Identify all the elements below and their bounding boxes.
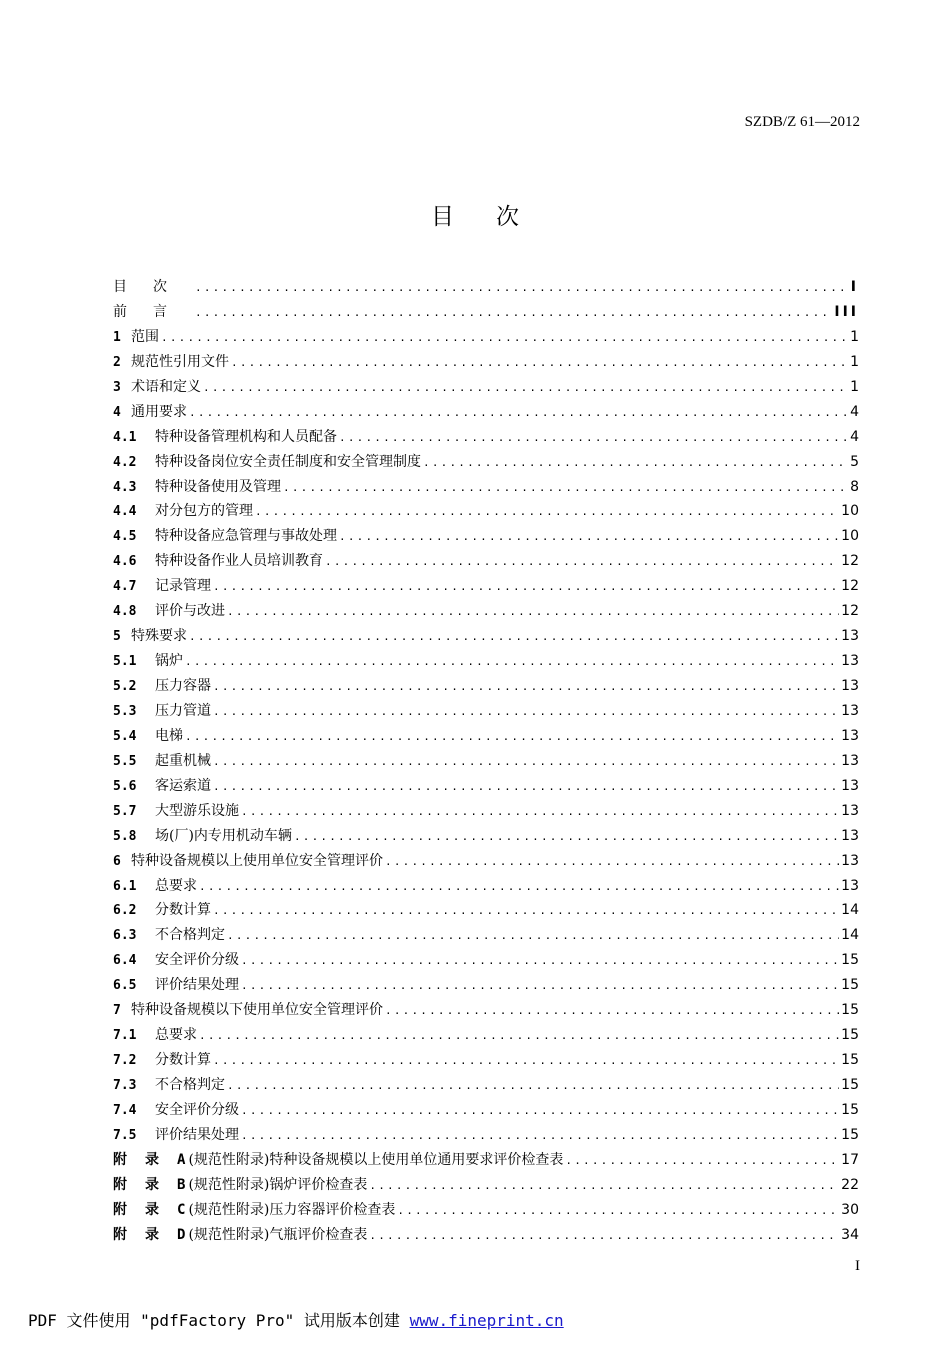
- toc-section-number: 7.5: [113, 1127, 137, 1143]
- toc-entry[interactable]: [113, 923, 859, 948]
- toc-dot-leader: [241, 1124, 839, 1148]
- toc-appendix-label: 附录: [113, 1201, 177, 1218]
- toc-entry[interactable]: [113, 849, 859, 874]
- toc-entry[interactable]: [113, 499, 859, 524]
- toc-dot-leader: [423, 451, 848, 475]
- toc-page-number: 10: [841, 528, 859, 545]
- toc-section-number: 7.2: [113, 1053, 137, 1069]
- toc-page-number: 13: [841, 628, 859, 645]
- toc-dot-leader: [213, 775, 839, 799]
- toc-entry-text: 评价结果处理: [155, 977, 239, 994]
- toc-section-number: 7.1: [113, 1028, 137, 1044]
- toc-page-number: 10: [841, 503, 859, 520]
- toc-dot-leader: [241, 949, 839, 973]
- toc-section-number: 4.7: [113, 579, 137, 595]
- toc-section-number: 6.3: [113, 928, 137, 944]
- toc-entry[interactable]: [113, 1048, 859, 1073]
- toc-entry[interactable]: [113, 674, 859, 699]
- toc-entry[interactable]: [113, 898, 859, 923]
- toc-entry-label: [113, 574, 211, 599]
- toc-entry-text: 客运索道: [155, 777, 211, 794]
- toc-entry[interactable]: [113, 749, 859, 774]
- toc-entry[interactable]: [113, 275, 859, 300]
- toc-entry-text: 不合格判定: [155, 927, 225, 944]
- toc-entry[interactable]: [113, 1023, 859, 1048]
- toc-appendix-label: 附录: [113, 1151, 177, 1168]
- toc-dot-leader: [195, 276, 849, 300]
- toc-entry-text: (规范性附录)压力容器评价检查表: [188, 1201, 396, 1218]
- toc-dot-leader: [231, 351, 848, 375]
- toc-page-number: 13: [841, 752, 859, 769]
- toc-entry-text: 特种设备使用及管理: [155, 478, 281, 495]
- toc-entry[interactable]: [113, 1223, 859, 1248]
- toc-page-number: 4: [850, 403, 859, 420]
- toc-dot-leader: [227, 600, 839, 624]
- toc-entry[interactable]: [113, 475, 859, 500]
- toc-entry-text: 不合格判定: [155, 1077, 225, 1093]
- toc-entry-text: 特殊要求: [131, 628, 187, 645]
- toc-entry-text: 对分包方的管理: [155, 503, 253, 520]
- toc-entry-text: 通用要求: [131, 403, 187, 420]
- toc-entry-text: 大型游乐设施: [155, 802, 239, 819]
- toc-appendix-label: 附录: [113, 1226, 177, 1243]
- toc-dot-leader: [339, 426, 848, 450]
- toc-page-number: 13: [841, 653, 859, 670]
- toc-entry[interactable]: [113, 799, 859, 824]
- toc-entry-label: [113, 973, 239, 998]
- toc-entry-label: [113, 898, 211, 923]
- toc-entry-label: [113, 475, 281, 500]
- toc-dot-leader: [213, 1049, 839, 1073]
- toc-section-number: 4.2: [113, 454, 137, 470]
- toc-dot-leader: [385, 850, 839, 874]
- toc-page-number: 22: [841, 1176, 859, 1193]
- toc-entry-label: [113, 849, 383, 874]
- toc-dot-leader: [241, 1099, 839, 1123]
- toc-section-number: 4: [113, 404, 121, 420]
- footer-link[interactable]: www.fineprint.cn: [409, 1311, 564, 1330]
- toc-dot-leader: [189, 401, 848, 425]
- toc-appendix-letter: C: [177, 1201, 186, 1218]
- toc-entry[interactable]: [113, 300, 859, 325]
- toc-section-number: 5.3: [113, 703, 137, 719]
- toc-entry[interactable]: [113, 1073, 859, 1098]
- toc-entry-text: 特种设备作业人员培训教育: [155, 553, 323, 570]
- toc-section-number: 5.5: [113, 753, 137, 769]
- toc-entry-label: [113, 450, 421, 475]
- toc-appendix-letter: B: [177, 1176, 186, 1193]
- toc-page-number: 17: [841, 1151, 859, 1168]
- toc-entry-label: [113, 400, 187, 425]
- toc-page-number: 14: [841, 927, 859, 944]
- toc-entry-label: [113, 425, 337, 450]
- toc-dot-leader: [199, 1024, 839, 1048]
- toc-page-number: 13: [841, 827, 859, 844]
- document-code: SZDB/Z 61—2012: [744, 114, 860, 130]
- toc-entry[interactable]: [113, 325, 859, 350]
- toc-page-number: 12: [841, 578, 859, 595]
- toc-section-number: 6.2: [113, 903, 137, 919]
- toc-entry-label: [113, 1173, 367, 1198]
- toc-section-number: 7: [113, 1003, 121, 1019]
- toc-entry-text: 特种设备规模以下使用单位安全管理评价: [131, 1002, 383, 1019]
- toc-entry-text: 场(厂)内专用机动车辆: [155, 827, 292, 844]
- toc-entry-label: [113, 524, 337, 549]
- toc-entry-label: [113, 549, 323, 574]
- toc-dot-leader: [369, 1224, 839, 1248]
- toc-entry-text: 总要求: [155, 877, 197, 894]
- toc-entry-text: 记录管理: [155, 578, 211, 595]
- toc-entry-label: [113, 874, 197, 899]
- toc-page-number: 15: [841, 1126, 859, 1143]
- toc-page-number: 30: [841, 1201, 859, 1218]
- toc-entry-label: [113, 1148, 563, 1173]
- toc-dot-leader: [397, 1199, 839, 1223]
- toc-entry-text: 前言: [113, 303, 193, 320]
- toc-appendix-label: 附录: [113, 1176, 177, 1193]
- toc-entry-text: (规范性附录)气瓶评价检查表: [188, 1226, 368, 1243]
- toc-page-number: 13: [841, 702, 859, 719]
- toc-page-number: 15: [841, 952, 859, 969]
- toc-dot-leader: [195, 301, 832, 325]
- toc-dot-leader: [241, 800, 839, 824]
- toc-entry-text: 规范性引用文件: [131, 353, 229, 370]
- toc-entry[interactable]: [113, 549, 859, 574]
- toc-entry[interactable]: [113, 450, 859, 475]
- toc-dot-leader: [203, 376, 848, 400]
- toc-entry[interactable]: [113, 400, 859, 425]
- toc-entry-text: 目次: [113, 279, 193, 295]
- toc-page-number: 4: [850, 428, 859, 445]
- toc-entry-label: [113, 749, 211, 774]
- toc-entry[interactable]: [113, 824, 859, 849]
- toc-entry[interactable]: [113, 874, 859, 899]
- toc-entry[interactable]: [113, 774, 859, 799]
- toc-entry[interactable]: [113, 649, 859, 674]
- toc-entry-label: [113, 1198, 395, 1223]
- toc-section-number: 6: [113, 853, 121, 869]
- toc-section-number: 3: [113, 379, 121, 395]
- toc-entry-label: [113, 1048, 211, 1073]
- toc-entry-label: [113, 948, 239, 973]
- toc-entry-label: [113, 998, 383, 1023]
- toc-entry[interactable]: [113, 375, 859, 400]
- toc-entry-text: 特种设备规模以上使用单位安全管理评价: [131, 852, 383, 869]
- toc-entry-text: 安全评价分级: [155, 1101, 239, 1118]
- toc-entry[interactable]: [113, 524, 859, 549]
- toc-entry-label: [113, 799, 239, 824]
- toc-page-number: 13: [841, 802, 859, 819]
- toc-dot-leader: [213, 899, 839, 923]
- toc-entry-text: (规范性附录)特种设备规模以上使用单位通用要求评价检查表: [188, 1151, 564, 1168]
- footer-text: PDF 文件使用 "pdfFactory Pro" 试用版本创建: [28, 1311, 410, 1330]
- toc-page-number: 12: [841, 553, 859, 570]
- toc-entry-label: [113, 1123, 239, 1148]
- toc-entry-text: 安全评价分级: [155, 952, 239, 969]
- toc-entry-text: 术语和定义: [131, 378, 201, 395]
- toc-page-number: 1: [850, 328, 859, 345]
- toc-entry-label: [113, 824, 292, 849]
- toc-entry-label: [113, 674, 211, 699]
- toc-section-number: 4.1: [113, 429, 137, 445]
- toc-dot-leader: [213, 700, 839, 724]
- toc-section-number: 5.6: [113, 778, 137, 794]
- toc-dot-leader: [369, 1174, 839, 1198]
- toc-page-number: 15: [841, 1002, 859, 1019]
- toc-dot-leader: [161, 326, 848, 350]
- toc-entry-label: [113, 1073, 225, 1098]
- toc-dot-leader: [213, 750, 839, 774]
- toc-entry-label: [113, 774, 211, 799]
- toc-section-number: 2: [113, 354, 121, 370]
- toc-section-number: 5.8: [113, 828, 137, 844]
- toc-page-number: 15: [841, 1027, 859, 1044]
- table-of-contents: [113, 275, 859, 1248]
- toc-entry-label: [113, 649, 183, 674]
- toc-dot-leader: [385, 999, 839, 1023]
- toc-entry-label: [113, 699, 211, 724]
- toc-entry-text: 评价结果处理: [155, 1126, 239, 1143]
- toc-dot-leader: [339, 525, 839, 549]
- toc-page-number: 5: [850, 453, 859, 470]
- toc-entry-label: [113, 624, 187, 649]
- toc-entry-label: [113, 1023, 197, 1048]
- toc-page-number: 15: [841, 1101, 859, 1118]
- toc-dot-leader: [199, 875, 839, 899]
- toc-page-number: 34: [841, 1226, 859, 1243]
- toc-section-number: 4.3: [113, 479, 137, 495]
- toc-entry-label: [113, 499, 253, 524]
- toc-dot-leader: [189, 625, 839, 649]
- pdf-footer: [28, 1308, 564, 1331]
- toc-section-number: 6.5: [113, 978, 137, 994]
- toc-section-number: 4.4: [113, 504, 137, 520]
- toc-dot-leader: [185, 725, 839, 749]
- toc-entry-text: 特种设备管理机构和人员配备: [155, 428, 337, 445]
- toc-entry-label: [113, 1223, 367, 1248]
- toc-page-number: III: [834, 303, 859, 320]
- toc-entry-label: [113, 350, 229, 375]
- toc-entry[interactable]: [113, 724, 859, 749]
- toc-entry-text: 分数计算: [155, 902, 211, 919]
- toc-section-number: 5.2: [113, 679, 137, 694]
- toc-entry-text: (规范性附录)锅炉评价检查表: [188, 1176, 368, 1193]
- toc-page-number: 1: [850, 353, 859, 370]
- toc-entry-text: 压力管道: [155, 702, 211, 719]
- toc-dot-leader: [283, 476, 848, 500]
- toc-entry[interactable]: [113, 350, 859, 375]
- toc-entry-label: [113, 923, 225, 948]
- toc-entry-label: [113, 325, 159, 350]
- toc-entry-text: 锅炉: [155, 653, 183, 670]
- toc-entry[interactable]: [113, 1198, 859, 1223]
- toc-section-number: 7.3: [113, 1078, 137, 1093]
- toc-dot-leader: [185, 650, 839, 674]
- toc-page-number: 13: [841, 678, 859, 694]
- toc-section-number: 6.1: [113, 878, 137, 894]
- toc-entry[interactable]: [113, 1098, 859, 1123]
- toc-dot-leader: [227, 1074, 839, 1098]
- toc-entry-text: 评价与改进: [155, 603, 225, 620]
- toc-dot-leader: [213, 575, 839, 599]
- toc-entry[interactable]: [113, 699, 859, 724]
- toc-page-number: 15: [841, 1077, 859, 1093]
- toc-page-number: 1: [850, 378, 859, 395]
- toc-section-number: 5.7: [113, 803, 137, 819]
- toc-entry-label: [113, 300, 193, 325]
- toc-dot-leader: [213, 675, 839, 699]
- page-number: I: [855, 1258, 860, 1274]
- toc-dot-leader: [325, 550, 839, 574]
- toc-entry[interactable]: [113, 425, 859, 450]
- toc-entry[interactable]: [113, 1123, 859, 1148]
- toc-page-number: 13: [841, 852, 859, 869]
- toc-entry[interactable]: [113, 574, 859, 599]
- toc-section-number: 4.5: [113, 529, 137, 545]
- toc-page-number: 12: [841, 603, 859, 620]
- toc-entry[interactable]: [113, 973, 859, 998]
- toc-entry[interactable]: [113, 1148, 859, 1173]
- toc-dot-leader: [565, 1149, 839, 1173]
- toc-page-number: I: [850, 279, 859, 295]
- toc-section-number: 7.4: [113, 1102, 137, 1118]
- toc-entry-text: 特种设备应急管理与事故处理: [155, 528, 337, 545]
- toc-section-number: 4.8: [113, 604, 137, 620]
- toc-page-number: 13: [841, 777, 859, 794]
- toc-title: 目次: [431, 204, 561, 230]
- toc-dot-leader: [294, 825, 839, 849]
- toc-appendix-letter: A: [177, 1151, 186, 1168]
- toc-page-number: 13: [841, 727, 859, 744]
- toc-dot-leader: [227, 924, 839, 948]
- toc-entry-text: 特种设备岗位安全责任制度和安全管理制度: [155, 453, 421, 470]
- toc-section-number: 6.4: [113, 953, 137, 969]
- toc-entry-text: 总要求: [155, 1027, 197, 1044]
- toc-entry-label: [113, 599, 225, 624]
- toc-page-number: 13: [841, 877, 859, 894]
- toc-entry-label: [113, 724, 183, 749]
- toc-page-number: 8: [850, 478, 859, 495]
- toc-entry[interactable]: [113, 948, 859, 973]
- toc-dot-leader: [241, 974, 839, 998]
- toc-dot-leader: [255, 500, 839, 524]
- toc-entry-label: [113, 1098, 239, 1123]
- toc-entry[interactable]: [113, 624, 859, 649]
- toc-entry-text: 起重机械: [155, 752, 211, 769]
- toc-section-number: 4.6: [113, 554, 137, 570]
- toc-entry-text: 范围: [131, 328, 159, 345]
- toc-section-number: 5.1: [113, 654, 137, 670]
- toc-entry[interactable]: [113, 1173, 859, 1198]
- toc-page-number: 14: [841, 902, 859, 919]
- toc-appendix-letter: D: [177, 1226, 186, 1243]
- toc-page-number: 15: [841, 1052, 859, 1069]
- toc-entry-text: 分数计算: [155, 1052, 211, 1069]
- toc-entry-text: 电梯: [155, 727, 183, 744]
- toc-page-number: 15: [841, 977, 859, 994]
- toc-entry-label: [113, 375, 201, 400]
- toc-entry-label: [113, 275, 193, 300]
- toc-section-number: 1: [113, 329, 121, 345]
- toc-section-number: 5: [113, 629, 121, 645]
- toc-section-number: 5.4: [113, 728, 137, 744]
- toc-entry-text: 压力容器: [155, 678, 211, 694]
- toc-entry[interactable]: [113, 599, 859, 624]
- toc-entry[interactable]: [113, 998, 859, 1023]
